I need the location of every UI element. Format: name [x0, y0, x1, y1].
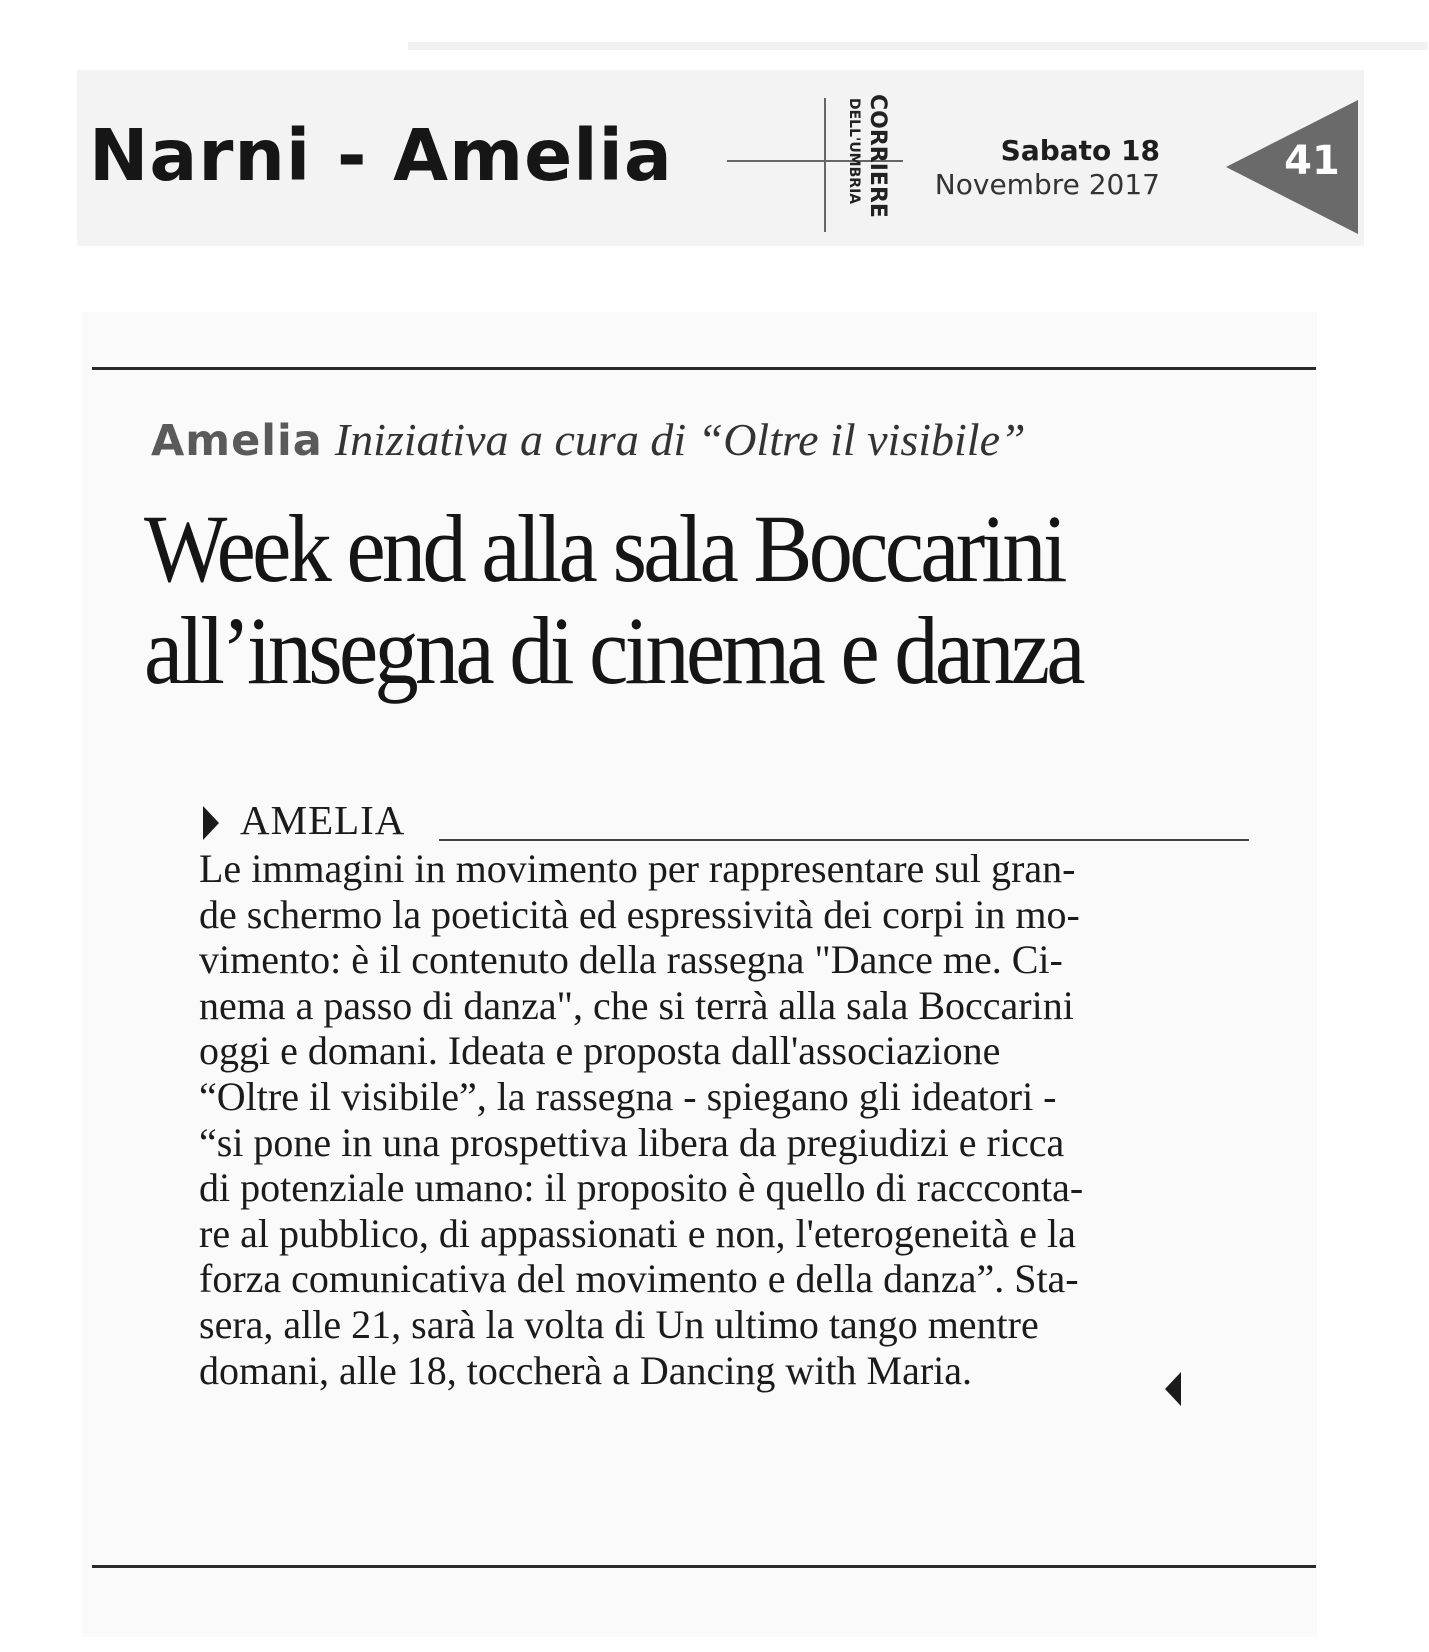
body-line: Le immagini in movimento per rappresentare sul gran-	[199, 846, 1076, 891]
headline-line: Week end alla sala Boccarini	[144, 495, 1064, 602]
dateline-rule	[439, 839, 1249, 841]
section-title: Narni - Amelia	[89, 114, 673, 197]
article-kicker	[151, 414, 1026, 466]
header-divider-vertical	[824, 98, 826, 232]
body-line: re al pubblico, di appassionati e non, l'eterogeneità e la	[199, 1210, 1076, 1256]
dateline	[203, 798, 1253, 848]
article-headline	[144, 495, 1211, 704]
body-line: sera, alle 21, sarà la volta di Un ultimo tango mentre	[199, 1301, 1039, 1347]
body-line: “si pone in una prospettiva libera da pregiudizi e ricca	[199, 1119, 1065, 1165]
page-number-badge	[1226, 100, 1358, 234]
end-mark-triangle-icon	[1165, 1372, 1181, 1406]
newspaper-masthead	[832, 94, 916, 234]
body-line: vimento: è il contenuto della rassegna "Dance me. Ci-	[199, 937, 1063, 983]
kicker-description: Iniziativa a cura di “Oltre il visibile”	[334, 414, 1026, 465]
body-line: nema a passo di danza", che si terrà alla sala Boccarini	[199, 982, 1074, 1028]
headline-line: all’insegna di cinema e danza	[144, 597, 1082, 704]
article-top-rule	[92, 367, 1316, 370]
article	[82, 312, 1317, 1637]
body-line: “Oltre il visibile”, la rassegna - spiegano gli ideatori -	[199, 1073, 1057, 1119]
page-number: 41	[1284, 138, 1340, 184]
article-bottom-rule	[92, 1565, 1316, 1568]
issue-month-year: Novembre 2017	[934, 168, 1160, 201]
page-header	[77, 70, 1364, 246]
kicker-place: Amelia	[151, 416, 323, 466]
masthead-line-1: CORRIERE	[865, 94, 890, 218]
body-line: domani, alle 18, toccherà a Dancing with Maria.	[199, 1347, 973, 1393]
top-strip	[408, 42, 1428, 50]
masthead-line-2: DELL'UMBRIA	[846, 98, 862, 205]
triangle-right-icon	[203, 806, 219, 840]
article-body	[199, 846, 1203, 1393]
dateline-place: AMELIA	[240, 797, 406, 843]
body-line: di potenziale umano: il proposito è quello di raccconta-	[199, 1165, 1084, 1211]
issue-day: Sabato 18	[1000, 134, 1160, 167]
body-line: oggi e domani. Ideata e proposta dall'associazione	[199, 1028, 1001, 1074]
body-line: forza comunicativa del movimento e della danza”. Sta-	[199, 1256, 1079, 1302]
body-line: de schermo la poeticità ed espressività dei corpi in mo-	[199, 891, 1080, 937]
